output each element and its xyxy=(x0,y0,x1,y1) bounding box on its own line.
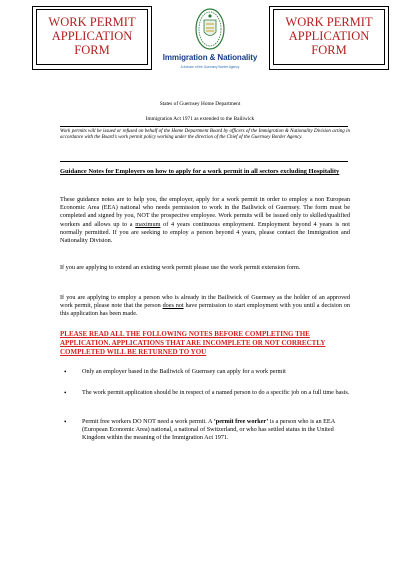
list-item-text-b: is a person who is an EEA (European Economic Area) national, a national of Switzerland, or who has settled status in the United Kingdom within the meaning of the Immigration Act 1971. xyxy=(82,418,335,442)
para3-text: If you are applying to employ a person who is already in the Bailiwick of Guernsey as the holder of an approved work permit, please note that the person xyxy=(60,294,350,310)
list-item-text: The work permit application should be in respect of a named person to do a specific job on a full time basis. xyxy=(82,389,350,396)
department-line: States of Guernsey Home Department xyxy=(159,101,241,107)
guidance-paragraph-3 xyxy=(60,294,350,319)
divider-top xyxy=(60,126,348,127)
title-line: WORK PERMIT xyxy=(285,15,373,29)
bullet-icon: • xyxy=(64,418,67,426)
form-title-left-inner xyxy=(36,9,148,65)
form-title-right xyxy=(269,6,389,70)
bullet-icon: • xyxy=(64,389,67,397)
bullet-icon: • xyxy=(64,368,67,376)
title-line: APPLICATION xyxy=(51,29,133,43)
guidance-heading: Guidance Notes for Employers on how to apply for a work permit in all sectors excluding Hospitality xyxy=(60,168,340,175)
list-item-text: Only an employer based in the Bailiwick of Guernsey can apply for a work permit xyxy=(82,368,286,375)
para3-text-cont: have permission to start employment with you until a decision on this application has been made. xyxy=(60,302,350,318)
para1-text: These guidance notes are to help you, the employer, apply for a work permit in order to employ a non European Economic Area (EEA) national who needs permission to work in the Bailiwick of Guernsey. The form must be completed and signed by you, NOT the prospective employee. Work permits will be issued only to skilled/qualified workers and allows up to a xyxy=(60,196,350,228)
logo-subtitle: A division of the Guernsey Border Agency xyxy=(180,65,240,69)
guernsey-seal-icon xyxy=(195,8,225,50)
list-item-text xyxy=(82,418,350,443)
title-line: FORM xyxy=(311,43,347,57)
immigration-nationality-logo xyxy=(152,8,268,82)
guidance-paragraph-2: If you are applying to extend an existing work permit please use the work permit extension form. xyxy=(60,264,301,271)
title-line: FORM xyxy=(74,43,110,57)
guidance-paragraph-1 xyxy=(60,196,350,245)
form-title-right-inner xyxy=(273,9,385,65)
para1-text-cont: of 4 years continuous employment. Employment beyond 4 years is not normally permitted. If you are seeking to employ a person beyond 4 years, please contact the Immigration and Nationality Division. xyxy=(60,220,350,245)
title-line: APPLICATION xyxy=(288,29,370,43)
list-item-text-a: Permit free workers DO NOT need a work permit. A xyxy=(82,418,214,425)
warning-notice: PLEASE READ ALL THE FOLLOWING NOTES BEFORE COMPLETING THE APPLICATION. APPLICATIONS THAT ARE INCOMPLETE OR NOT CORRECTLY COMPLETED WILL BE RETURNED TO YOU xyxy=(60,330,326,357)
logo-name: Immigration & Nationality xyxy=(162,53,258,62)
form-title-left xyxy=(32,6,152,70)
permit-free-worker-term: ‘permit free worker’ xyxy=(213,418,269,425)
act-line: Immigration Act 1971 as extended to the Bailiwick xyxy=(145,116,255,122)
title-line: WORK PERMIT xyxy=(48,15,136,29)
para3-does-not: does not xyxy=(162,302,184,310)
intro-notice: Work permits will be issued or refused on behalf of the Home Department Board by officers of the Immigration & Nationality Division acting in accordance with the Board’s work permit policy working under the direction of the Chief of the Guernsey Border Agency. xyxy=(60,129,350,141)
divider-bottom xyxy=(60,161,348,162)
para1-maximum: maximum xyxy=(135,220,161,228)
